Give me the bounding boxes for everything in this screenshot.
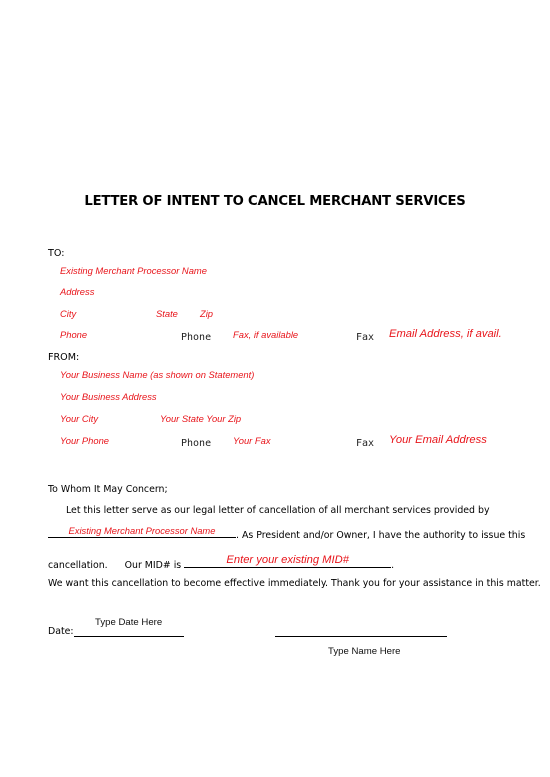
from-phone-field[interactable]: Your Phone — [60, 435, 109, 446]
to-phone-box: Phone — [181, 332, 212, 343]
document-title: LETTER OF INTENT TO CANCEL MERCHANT SERVICES — [84, 194, 466, 209]
to-state-field[interactable]: State — [156, 308, 178, 319]
to-label: TO: — [48, 248, 65, 259]
mid-label: Our MID# is — [124, 560, 182, 571]
cancellation-word: cancellation. — [48, 560, 108, 571]
to-city-field[interactable]: City — [60, 308, 77, 319]
to-email-field[interactable]: Email Address, if avail. — [389, 328, 502, 340]
from-business-name-field[interactable]: Your Business Name (as shown on Statement) — [60, 369, 255, 380]
name-field[interactable]: Type Name Here — [328, 646, 401, 657]
to-processor-name-field[interactable]: Existing Merchant Processor Name — [60, 265, 207, 276]
date-label: Date: — [48, 626, 74, 637]
mid-line — [48, 556, 394, 571]
from-fax-field[interactable]: Your Fax — [233, 435, 271, 446]
from-phone-box: Phone — [181, 438, 212, 449]
processor-line — [48, 526, 525, 541]
processor-name-field[interactable]: Existing Merchant Processor Name — [48, 526, 236, 538]
to-address-field[interactable]: Address — [60, 286, 95, 297]
to-phone-field[interactable]: Phone — [60, 329, 88, 340]
date-line — [74, 636, 184, 637]
letter-paragraph-1: Let this letter serve as our legal letter of cancellation of all merchant services provided by — [66, 505, 490, 516]
salutation: To Whom It May Concern; — [48, 484, 168, 495]
letter-paragraph-1-continued: . As President and/or Owner, I have the authority to issue this — [236, 530, 526, 541]
from-fax-box: Fax — [356, 438, 375, 449]
date-field[interactable]: Type Date Here — [95, 617, 163, 628]
mid-period: . — [391, 560, 395, 571]
from-label: FROM: — [48, 352, 80, 363]
to-fax-box: Fax — [356, 332, 375, 343]
signature-line — [275, 636, 447, 637]
from-city-field[interactable]: Your City — [60, 413, 99, 424]
to-fax-field[interactable]: Fax, if available — [233, 329, 299, 340]
from-business-address-field[interactable]: Your Business Address — [60, 391, 157, 402]
to-zip-field[interactable]: Zip — [200, 308, 214, 319]
mid-field[interactable]: Enter your existing MID# — [184, 556, 391, 568]
from-state-zip-field[interactable]: Your State Your Zip — [160, 413, 242, 424]
from-email-field[interactable]: Your Email Address — [389, 434, 487, 446]
letter-paragraph-2: We want this cancellation to become effective immediately. Thank you for your assistance in this matter. — [48, 578, 541, 589]
